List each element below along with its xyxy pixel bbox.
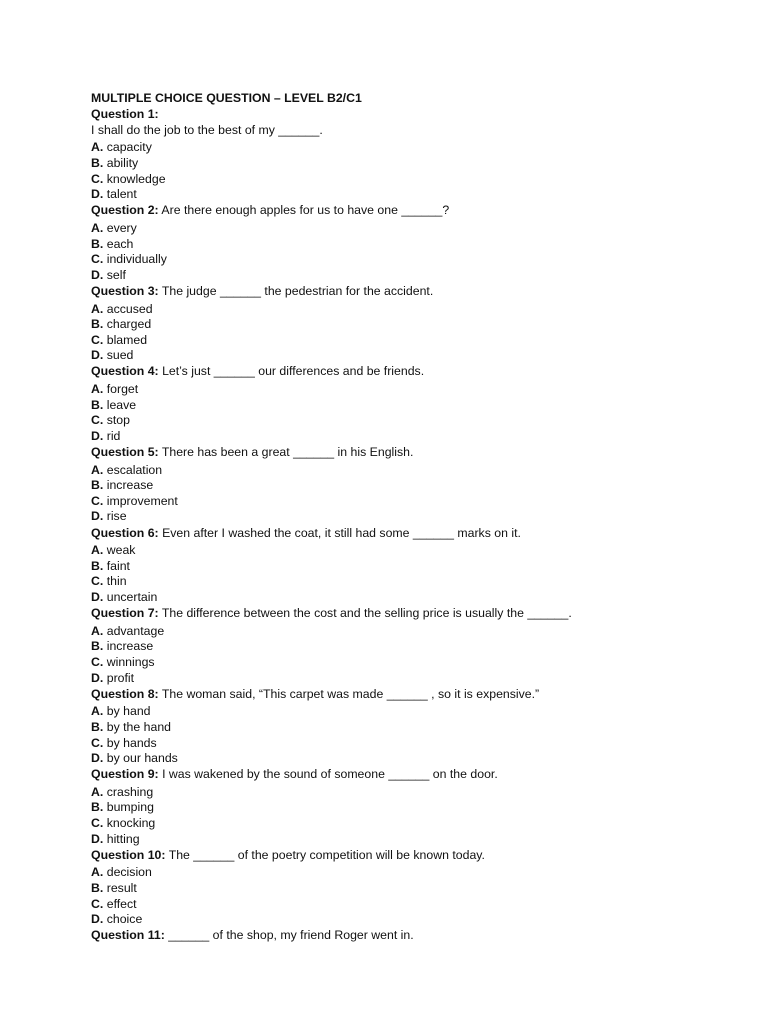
answer-option — [91, 429, 711, 445]
answer-option — [91, 413, 711, 429]
answer-option — [91, 639, 711, 655]
answer-option — [91, 897, 711, 913]
answer-option — [91, 221, 711, 237]
answer-option — [91, 624, 711, 640]
option-letter: D. — [91, 912, 104, 927]
option-text: uncertain — [106, 589, 158, 604]
question-text: Let’s just ______ our differences and be friends. — [162, 364, 425, 379]
option-letter: D. — [91, 670, 104, 685]
document-title: MULTIPLE CHOICE QUESTION – LEVEL B2/C1 — [91, 91, 362, 105]
answer-option — [91, 237, 711, 253]
option-text: leave — [106, 397, 137, 412]
option-letter: B. — [91, 397, 104, 412]
question-text: The judge ______ the pedestrian for the accident. — [161, 283, 434, 298]
question-label: Question 7: — [91, 606, 159, 621]
option-text: by the hand — [106, 719, 172, 734]
option-letter: A. — [91, 220, 104, 235]
question-line — [91, 526, 711, 542]
option-text: by hand — [106, 704, 151, 719]
question-line — [91, 203, 711, 219]
answer-option — [91, 785, 711, 801]
option-letter: D. — [91, 428, 104, 443]
question-block — [91, 364, 711, 444]
question-text: Even after I washed the coat, it still had some ______ marks on it. — [162, 525, 521, 540]
option-letter: B. — [91, 236, 104, 251]
option-text: every — [106, 220, 137, 235]
option-letter: B. — [91, 719, 104, 734]
question-label: Question 6: — [91, 525, 159, 540]
option-text: winnings — [106, 654, 155, 669]
option-text: knocking — [106, 816, 156, 831]
answer-option — [91, 704, 711, 720]
question-text: There has been a great ______ in his English. — [161, 444, 414, 459]
option-letter: D. — [91, 267, 104, 282]
option-text: individually — [106, 252, 167, 267]
question-label: Question 3: — [91, 283, 159, 298]
option-letter: C. — [91, 493, 104, 508]
answer-option — [91, 751, 711, 767]
option-text: capacity — [106, 140, 152, 155]
option-letter: B. — [91, 317, 104, 332]
option-text: increase — [106, 478, 154, 493]
option-letter: C. — [91, 654, 104, 669]
option-text: choice — [106, 912, 143, 927]
answer-option — [91, 543, 711, 559]
option-letter: A. — [91, 704, 104, 719]
question-line — [91, 928, 711, 944]
option-letter: C. — [91, 896, 104, 911]
question-text: The difference between the cost and the selling price is usually the ______. — [161, 606, 572, 621]
option-letter: D. — [91, 751, 104, 766]
option-text: talent — [106, 187, 137, 202]
option-text: blamed — [106, 332, 148, 347]
option-text: crashing — [106, 784, 154, 799]
answer-option — [91, 252, 711, 268]
answer-option — [91, 463, 711, 479]
option-letter: A. — [91, 784, 104, 799]
question-block — [91, 848, 711, 928]
question-line — [91, 364, 711, 380]
option-letter: C. — [91, 413, 104, 428]
option-text: ability — [106, 155, 139, 170]
question-block — [91, 445, 711, 525]
option-letter: C. — [91, 816, 104, 831]
option-text: accused — [106, 301, 153, 316]
question-text: ______ of the shop, my friend Roger went in. — [168, 928, 414, 943]
option-letter: D. — [91, 589, 104, 604]
option-letter: B. — [91, 155, 104, 170]
option-letter: A. — [91, 462, 104, 477]
option-text: advantage — [106, 623, 165, 638]
option-text: improvement — [106, 493, 178, 508]
question-block — [91, 284, 711, 364]
answer-option — [91, 398, 711, 414]
question-label: Question 4: — [91, 364, 159, 379]
answer-option — [91, 559, 711, 575]
question-block — [91, 107, 711, 203]
option-text: increase — [106, 639, 154, 654]
option-letter: D. — [91, 348, 104, 363]
option-text: decision — [106, 865, 152, 880]
answer-option — [91, 382, 711, 398]
question-list — [91, 107, 711, 944]
question-text-line — [91, 123, 711, 139]
answer-option — [91, 348, 711, 364]
question-line — [91, 848, 711, 864]
option-text: weak — [106, 543, 136, 558]
option-text: sued — [106, 348, 134, 363]
option-text: hitting — [106, 831, 140, 846]
answer-option — [91, 268, 711, 284]
answer-option — [91, 590, 711, 606]
question-label: Question 11: — [91, 928, 165, 943]
option-letter: C. — [91, 574, 104, 589]
option-text: profit — [106, 670, 135, 685]
option-letter: A. — [91, 865, 104, 880]
answer-option — [91, 881, 711, 897]
answer-option — [91, 302, 711, 318]
answer-option — [91, 655, 711, 671]
answer-option — [91, 912, 711, 928]
option-text: stop — [106, 413, 130, 428]
question-text: I shall do the job to the best of my ______. — [91, 122, 323, 137]
question-label: Question 1: — [91, 106, 159, 121]
option-letter: B. — [91, 478, 104, 493]
option-text: charged — [106, 317, 152, 332]
answer-option — [91, 800, 711, 816]
question-text: Are there enough apples for us to have one ______? — [161, 203, 450, 218]
question-text: I was wakened by the sound of someone ______ on the door. — [162, 767, 498, 782]
question-label: Question 5: — [91, 444, 159, 459]
option-text: self — [106, 267, 126, 282]
question-label: Question 8: — [91, 686, 159, 701]
option-text: by our hands — [106, 751, 178, 766]
document-page — [91, 91, 711, 946]
option-letter: D. — [91, 831, 104, 846]
answer-option — [91, 865, 711, 881]
question-block — [91, 687, 711, 767]
question-block — [91, 606, 711, 686]
question-line — [91, 284, 711, 300]
option-letter: A. — [91, 140, 104, 155]
option-letter: A. — [91, 301, 104, 316]
option-letter: C. — [91, 735, 104, 750]
question-text: The woman said, “This carpet was made ______ , so it is expensive.” — [161, 686, 540, 701]
answer-option — [91, 478, 711, 494]
option-text: forget — [106, 382, 139, 397]
answer-option — [91, 671, 711, 687]
option-letter: B. — [91, 881, 104, 896]
answer-option — [91, 494, 711, 510]
question-line — [91, 606, 711, 622]
question-block — [91, 767, 711, 847]
question-line — [91, 107, 711, 123]
option-text: effect — [106, 896, 137, 911]
option-letter: D. — [91, 509, 104, 524]
option-letter: C. — [91, 252, 104, 267]
question-block — [91, 928, 711, 944]
option-text: each — [106, 236, 134, 251]
question-block — [91, 203, 711, 283]
question-label: Question 10: — [91, 847, 166, 862]
option-letter: A. — [91, 543, 104, 558]
option-text: thin — [106, 574, 127, 589]
question-block — [91, 526, 711, 606]
option-letter: D. — [91, 187, 104, 202]
option-letter: B. — [91, 800, 104, 815]
answer-option — [91, 187, 711, 203]
option-letter: C. — [91, 171, 104, 186]
option-text: rise — [106, 509, 127, 524]
option-text: result — [106, 881, 137, 896]
answer-option — [91, 156, 711, 172]
answer-option — [91, 317, 711, 333]
option-letter: C. — [91, 332, 104, 347]
answer-option — [91, 172, 711, 188]
question-line — [91, 767, 711, 783]
option-text: by hands — [106, 735, 157, 750]
question-line — [91, 687, 711, 703]
option-text: escalation — [106, 462, 163, 477]
option-letter: A. — [91, 382, 104, 397]
option-text: faint — [106, 558, 130, 573]
question-text: The ______ of the poetry competition will be known today. — [168, 847, 485, 862]
answer-option — [91, 720, 711, 736]
answer-option — [91, 509, 711, 525]
answer-option — [91, 333, 711, 349]
option-letter: B. — [91, 639, 104, 654]
answer-option — [91, 816, 711, 832]
question-line — [91, 445, 711, 461]
option-letter: B. — [91, 558, 104, 573]
option-text: bumping — [106, 800, 154, 815]
option-letter: A. — [91, 623, 104, 638]
answer-option — [91, 736, 711, 752]
option-text: knowledge — [106, 171, 166, 186]
question-label: Question 9: — [91, 767, 159, 782]
option-text: rid — [106, 428, 121, 443]
answer-option — [91, 832, 711, 848]
question-label: Question 2: — [91, 203, 159, 218]
answer-option — [91, 574, 711, 590]
answer-option — [91, 140, 711, 156]
